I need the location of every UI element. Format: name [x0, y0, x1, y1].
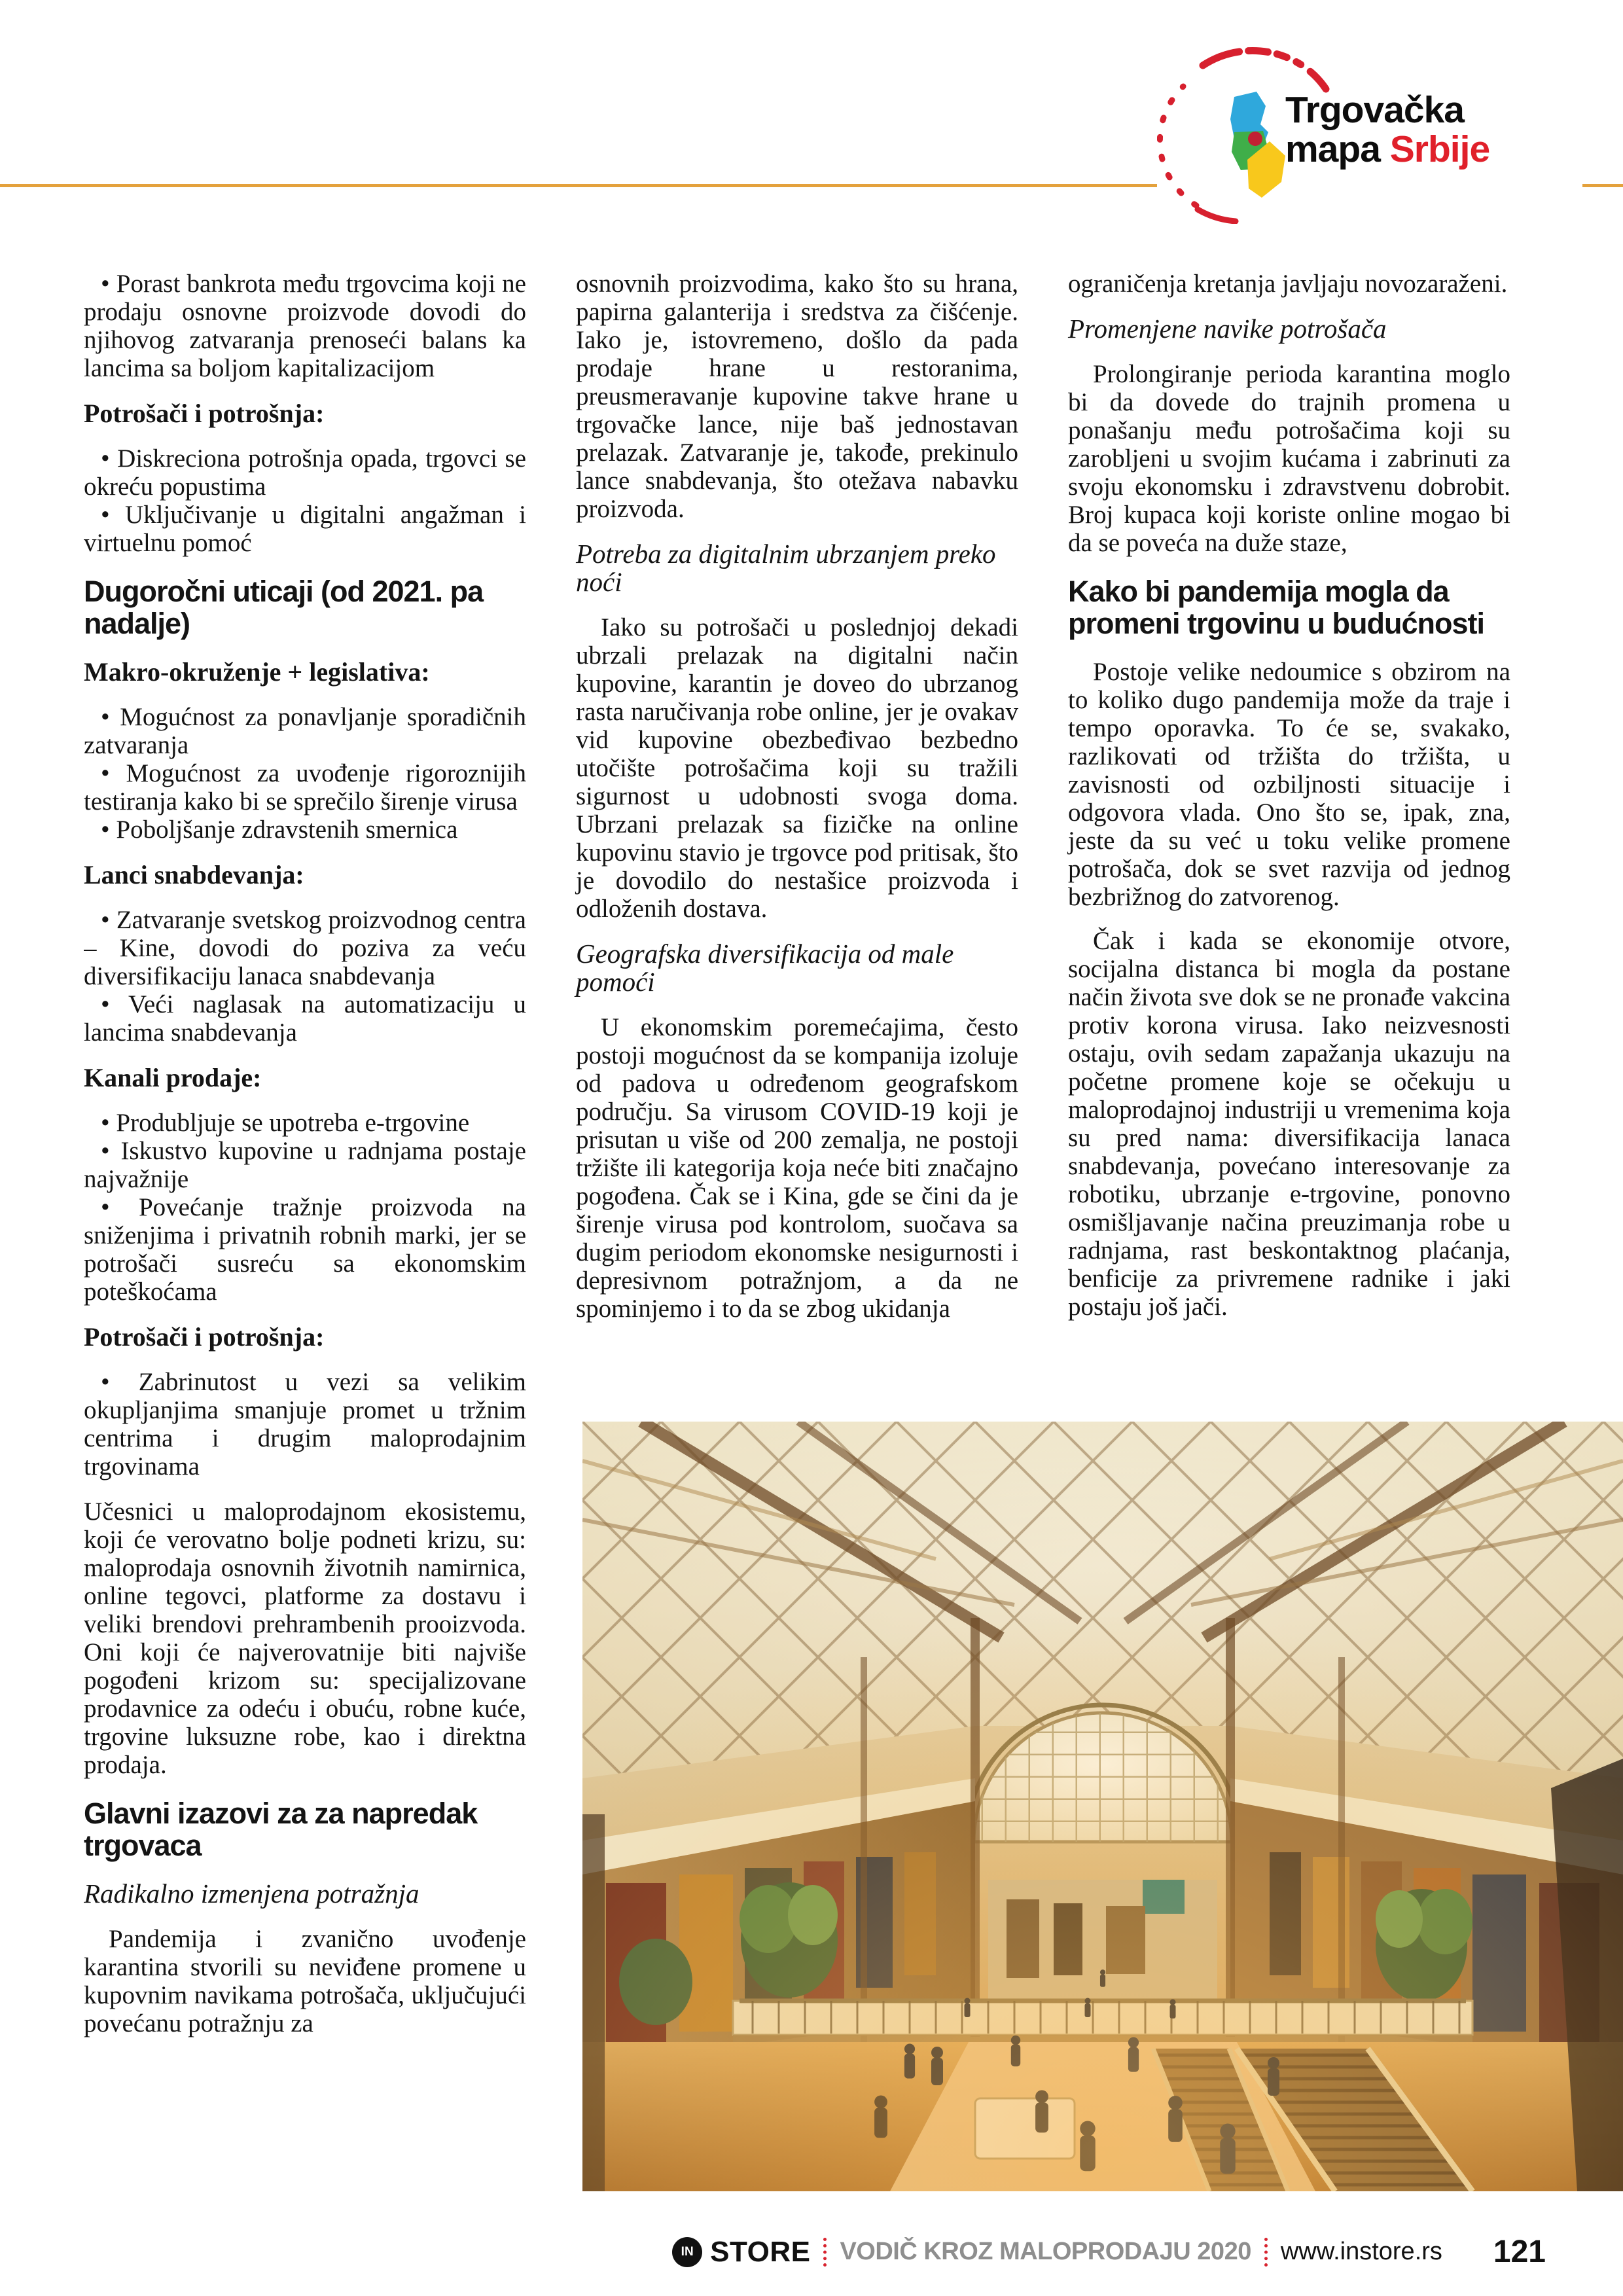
heading: Potrošači i potrošnja: [84, 399, 325, 428]
paragraph: • Porast bankrota među trgovcima koji ne prodaju osnovne proizvode dovodi do njihovog zatvaranja prenoseći balans ka lancima sa boljom kapitalizacijom [84, 270, 526, 382]
paragraph: • Diskreciona potrošnja opada, trgovci se okreću popustima [84, 444, 526, 501]
dotted-separator-icon [1264, 2238, 1268, 2267]
heading: Makro-okruženje + legislativa: [84, 657, 430, 687]
logo-line2-accent: Srbije [1389, 128, 1490, 170]
paragraph: • Mogućnost za uvođenje rigoroznijih testiranja kako bi se sprečilo širenje virusa [84, 759, 526, 816]
mall-photo [582, 1422, 1623, 2191]
heading: Potreba za digitalnim ubrzanjem preko noći [576, 539, 996, 597]
heading: Dugoročni uticaji (od 2021. pa nadalje) [84, 575, 484, 640]
paragraph: • Iskustvo kupovine u radnjama postaje najvažnije [84, 1137, 526, 1193]
footer [672, 2234, 1546, 2270]
dotted-separator-icon [823, 2238, 827, 2267]
paragraph: Postoje velike nedoumice s obzirom na to koliko dugo pandemija može da traje i tempo oporavka. To će se, svakako, razlikovati od tržišta do tržišta, u zavisnosti od ozbiljnosti situacije i odgovora vlada. Ono što se, ipak, zna, jeste da su već u toku velike promene potrošača, dok se svet razvija od jednog bezbrižnog do zatvorenog. [1068, 658, 1510, 911]
paragraph: • Uključivanje u digitalni angažman i virtuelnu pomoć [84, 501, 526, 557]
instore-in-icon: IN [672, 2237, 702, 2267]
brand-logo-text [1285, 90, 1489, 169]
heading: Radikalno izmenjena potražnja [84, 1878, 419, 1909]
heading: Kako bi pandemija mogla da promeni trgovinu u budućnosti [1068, 575, 1484, 640]
paragraph: osnovnih proizvodima, kako što su hrana, papirna galanterija i sredstva za čišćenje. Iako je, istovremeno, došlo da pada prodaje hrane u restoranima, preusmeravanje kupovine takve hrane u trgovačke lance, nije baš jednostavan prelazak. Zatvaranje je, takođe, prekinulo lance snabdevanja, što otežava nabavku proizvoda. [576, 270, 1018, 523]
paragraph: Čak i kada se ekonomije otvore, socijalna distanca bi mogla da postane način života sve dok se ne pronađe vakcina protiv korona virusa. Iako neizvesnosti ostaju, ovih sedam zapažanja ukazuju na početne promene koje se očekuju u maloprodajnoj industriji u vremenima koja su pred nama: diversifikacija lanaca snabdevanja, povećano interesovanje za robotiku, ubrzanje e-trgovine, ponovno osmišljavanje načina preuzimanja robe u radnjama, rast beskontaktnog plaćanja, benficije za privremene radnike i jaki postaju još jači. [1068, 927, 1510, 1321]
paragraph: • Veći naglasak na automatizaciju u lancima snabdevanja [84, 990, 526, 1047]
heading: Lanci snabdevanja: [84, 860, 304, 889]
paragraph: • Povećanje tražnje proizvoda na sniženjima i privatnih robnih marki, jer se potrošači susreću sa ekonomskim poteškoćama [84, 1193, 526, 1306]
heading: Geografska diversifikacija od male pomoći [576, 939, 954, 997]
heading: Potrošači i potrošnja: [84, 1322, 325, 1352]
instore-logo-text: STORE [710, 2235, 811, 2268]
paragraph: U ekonomskim poremećajima, često postoji mogućnost da se kompanija izoluje od padova u određenom geografskom području. Sa virusom COVID-19 koji je prisutan u više od 200 zemalja, ne postoji tržište ili kategorija koja neće biti značajno pogođena. Čak se i Kina, gde se čini da je širenje virusa pod kontrolom, suočava sa dugim periodom ekonomske nesigurnosti i depresivnom potražnjom, a da ne spominjemo i to da se zbog ukidanja [576, 1013, 1018, 1323]
heading: Glavni izazovi za za napredak trgovaca [84, 1797, 478, 1862]
serbia-map-shape [1230, 92, 1285, 198]
paragraph: • Produbljuje se upotreba e-trgovine [101, 1109, 470, 1137]
paragraph: Prolongiranje perioda karantina moglo bi da dovede do trajnih promena u ponašanju među potrošačima koji su zarobljeni u svojim kućama i zabrinuti za svoju ekonomsku i zdravstvenu dobrobit. Broj kupaca koji koriste online mogao bi da se poveća na duže staze, [1068, 360, 1510, 557]
page-number: 121 [1493, 2234, 1546, 2269]
logo-line1: Trgovačka [1285, 89, 1464, 131]
paragraph: ograničenja kretanja javljaju novozaraženi. [1068, 270, 1508, 298]
heading: Promenjene navike potrošača [1068, 314, 1387, 344]
website-url: www.instore.rs [1280, 2238, 1442, 2265]
paragraph: Učesnici u maloprodajnom ekosistemu, koji će verovatno bolje podneti krizu, su: maloprodaja osnovnih životnih namirnica, online tegovci, platforme za dostavu i veliki brendovi prehrambenih prooizvoda. Oni koji će najverovatnije biti najviše pogođeni krizom su: specijalizovane prodavnice za odeću i obuću, robne kuće, trgovine luksuzne robe, kao i direktna prodaja. [84, 1498, 526, 1779]
paragraph: • Zabrinutost u vezi sa velikim okupljanjima smanjuje promet u tržnim centrima i drugim maloprodajnim trgovinama [84, 1368, 526, 1480]
column-1 [84, 270, 526, 2199]
paragraph: • Poboljšanje zdravstenih smernica [101, 816, 458, 844]
brand-logo [1157, 30, 1582, 224]
guide-title: VODIČ KROZ MALOPRODAJU 2020 [840, 2238, 1251, 2265]
paragraph: Pandemija i zvanično uvođenje karantina stvorili su neviđene promene u kupovnim navikama potrošača, uključujući povećanu potražnju za [84, 1925, 526, 2037]
paragraph: • Mogućnost za ponavljanje sporadičnih zatvaranja [84, 703, 526, 759]
paragraph: • Zatvaranje svetskog proizvodnog centra – Kine, dovodi do poziva za veću diversifikaciju lanaca snabdevanja [84, 906, 526, 990]
heading: Kanali prodaje: [84, 1063, 262, 1092]
paragraph: Iako su potrošači u poslednjoj dekadi ubrzali prelazak na digitalni način kupovine, karantin je doveo do ubrzanog rasta naručivanja robe online, jer je ovakav vid kupovine obezbeđivao bezbedno utočište potrošačima koji su tražili sigurnost u udobnosti svoga doma. Ubrzani prelazak sa fizičke na online kupovinu stavio je trgovce pod pritisak, što je dovodilo do nestašice proizvoda i odloženih dostava. [576, 613, 1018, 923]
logo-line2: mapa [1285, 128, 1390, 170]
